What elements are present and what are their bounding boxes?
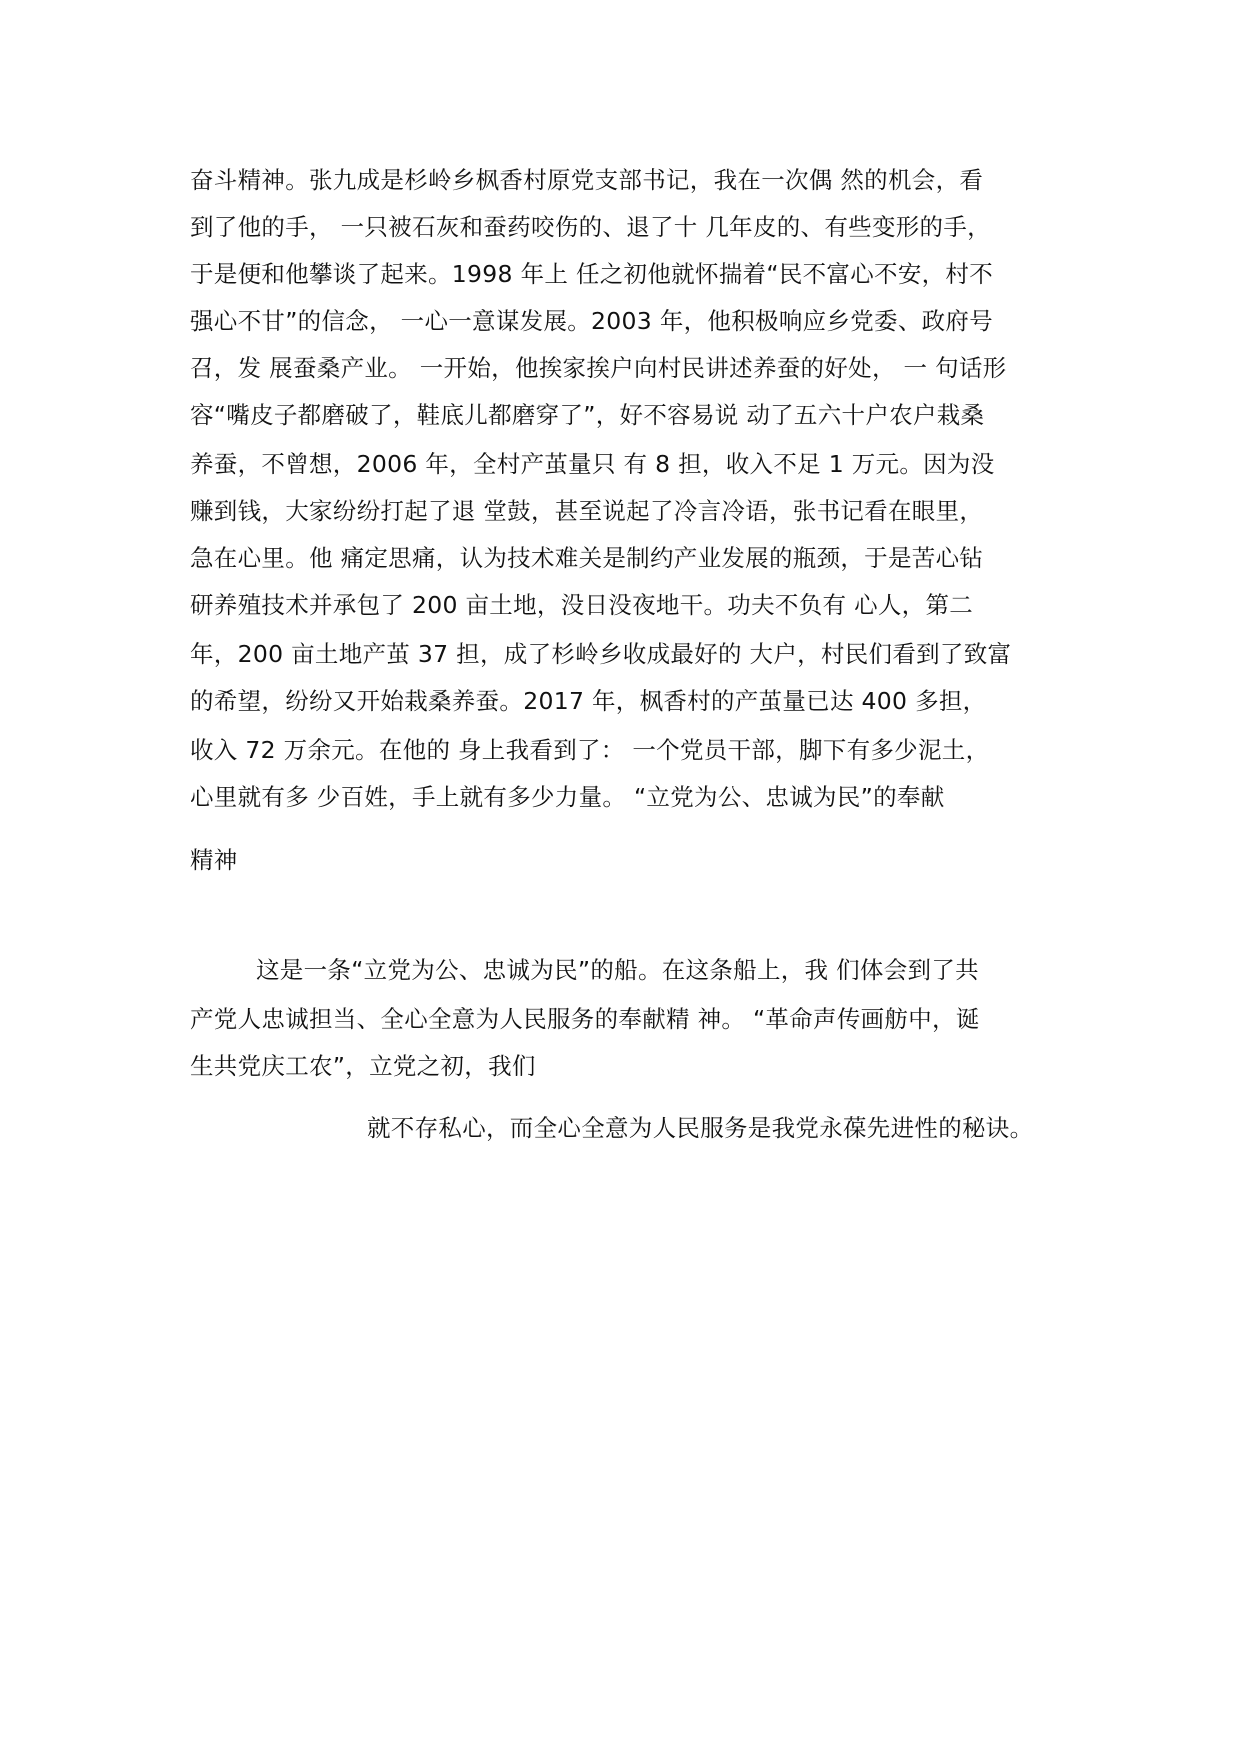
- text-line: 容“嘴皮子都磨破了，鞋底儿都磨穿了”，好不容易说 动了五六十户农户栽桑: [190, 401, 985, 429]
- text-line: 研养殖技术并承包了 200 亩土地，没日没夜地干。功夫不负有 心人，第二: [190, 591, 974, 619]
- text-line: 生共党庆工农”，立党之初，我们: [190, 1052, 536, 1080]
- text-line: 产党人忠诚担当、全心全意为人民服务的奉献精 神。 “革命声传画舫中，诞: [190, 1005, 980, 1033]
- section-heading: 精神: [190, 846, 238, 874]
- text-line: 的希望，纷纷又开始栽桑养蚕。2017 年，枫香村的产茧量已达 400 多担，: [190, 687, 987, 715]
- text-line: 急在心里。他 痛定思痛，认为技术难关是制约产业发展的瓶颈，于是苦心钻: [190, 544, 984, 572]
- closing-line: 就不存私心，而全心全意为人民服务是我党永葆先进性的秘诀。: [367, 1114, 1034, 1142]
- text-line: 奋斗精神。张九成是杉岭乡枫香村原党支部书记，我在一次偶 然的机会，看: [190, 166, 984, 194]
- text-line: 这是一条“立党为公、忠诚为民”的船。在这条船上，我 们体会到了共: [256, 956, 979, 984]
- text-line: 召，发 展蚕桑产业。 一开始，他挨家挨户向村民讲述养蚕的好处， 一 句话形: [190, 354, 1007, 382]
- text-line: 强心不甘”的信念， 一心一意谋发展。2003 年，他积极响应乡党委、政府号: [190, 307, 994, 335]
- text-line: 于是便和他攀谈了起来。1998 年上 任之初他就怀揣着“民不富心不安，村不: [190, 260, 994, 288]
- text-line: 养蚕，不曾想，2006 年，全村产茧量只 有 8 担，收入不足 1 万元。因为没: [190, 450, 995, 478]
- text-line: 到了他的手， 一只被石灰和蚕药咬伤的、退了十 几年皮的、有些变形的手，: [190, 213, 991, 241]
- text-line: 心里就有多 少百姓，手上就有多少力量。 “立党为公、忠诚为民”的奉献: [190, 783, 945, 811]
- text-line: 收入 72 万余元。在他的 身上我看到了： 一个党员干部，脚下有多少泥土，: [190, 736, 990, 764]
- text-line: 赚到钱，大家纷纷打起了退 堂鼓，甚至说起了冷言冷语，张书记看在眼里，: [190, 497, 984, 525]
- text-line: 年，200 亩土地产茧 37 担，成了杉岭乡收成最好的 大户，村民们看到了致富: [190, 640, 1012, 668]
